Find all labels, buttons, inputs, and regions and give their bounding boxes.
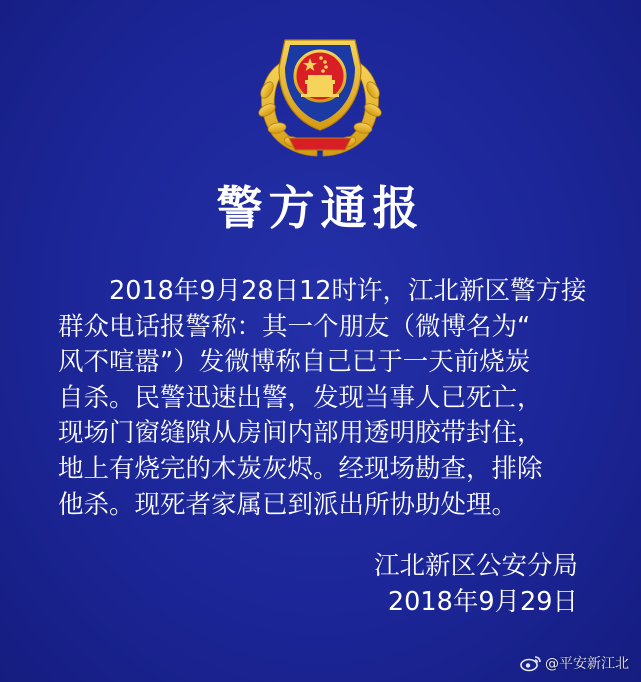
body-line: 他杀。现死者家属已到派出所协助处理。 [58,489,518,520]
body-line: 2018年9月28日12时许，江北新区警方接 [109,276,587,306]
signature-block [300,549,578,620]
police-emblem-icon [245,18,395,160]
body-line: 群众电话报警称：其一个朋友（微博名为“ [58,311,531,342]
weibo-icon [520,654,542,672]
watermark-text: @平安新江北 [545,656,629,672]
body-line: 风不喧嚣”）发微博称自己已于一天前烧炭 [58,347,531,378]
watermark [520,652,629,674]
page-title: 警方通报 [216,181,425,235]
body-line: 地上有烧完的木炭灰烬。经现场勘查，排除 [58,453,543,484]
signature-date: 2018年9月29日 [387,586,578,617]
notice-body [58,274,588,523]
body-line: 自杀。民警迅速出警，发现当事人已死亡， [58,382,543,413]
signature-org: 江北新区公安分局 [373,551,578,581]
body-line: 现场门窗缝隙从房间内部用透明胶带封住， [58,418,543,449]
